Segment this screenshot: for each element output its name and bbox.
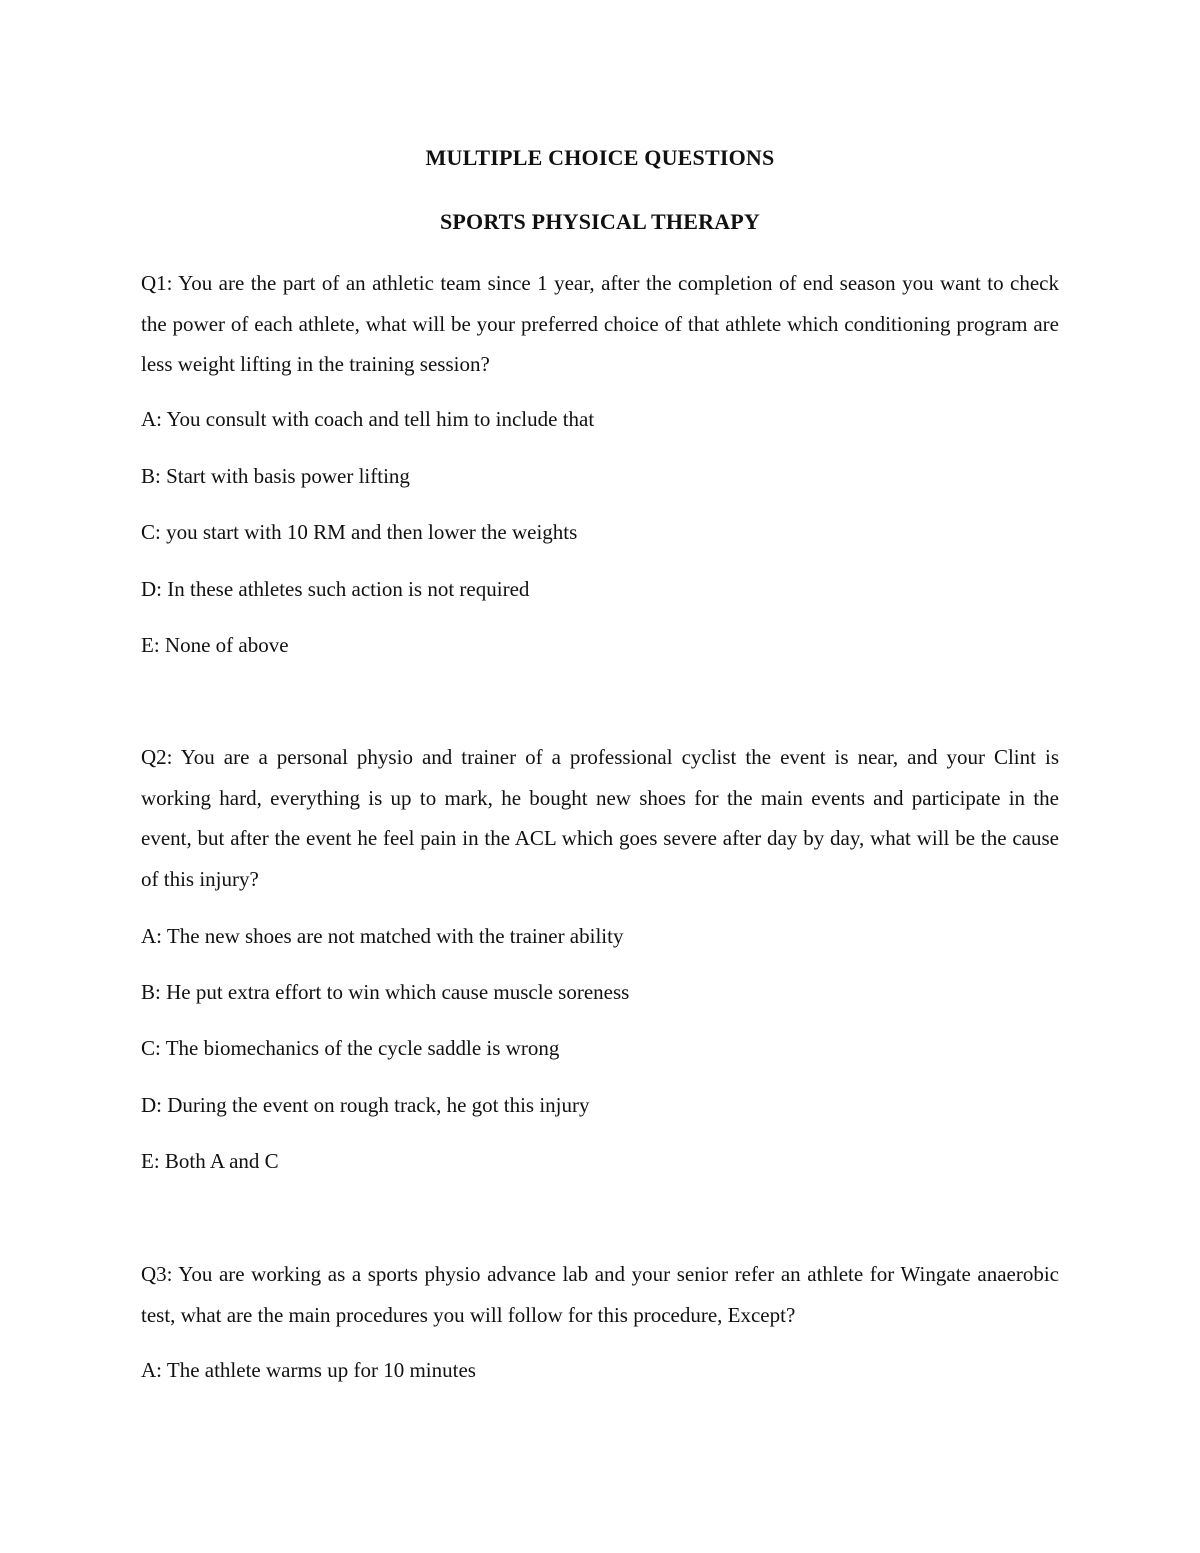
question-1-option-c: C: you start with 10 RM and then lower the weights — [141, 520, 578, 544]
document-subtitle: SPORTS PHYSICAL THERAPY — [439, 209, 761, 234]
question-2-option-d: D: During the event on rough track, he got this injury — [141, 1093, 590, 1117]
question-1-option-d: D: In these athletes such action is not required — [141, 577, 530, 601]
document-title: MULTIPLE CHOICE QUESTIONS — [425, 145, 775, 170]
question-1-option-e: E: None of above — [141, 633, 289, 657]
question-2-option-e: E: Both A and C — [141, 1149, 279, 1173]
question-3-text: Q3: You are working as a sports physio advance lab and your senior refer an athlete for Wingate anaerobic test, what are the main procedures you will follow for this procedure, Except? — [141, 1262, 1059, 1327]
question-1-text: Q1: You are the part of an athletic team since 1 year, after the completion of end season you want to check the power of each athlete, what will be your preferred choice of that athlete which conditioning program are less weight lifting in the training session? — [141, 271, 1059, 376]
question-1-option-b: B: Start with basis power lifting — [141, 464, 410, 488]
question-2-option-a: A: The new shoes are not matched with the trainer ability — [141, 924, 624, 948]
question-3-option-a: A: The athlete warms up for 10 minutes — [141, 1358, 476, 1382]
question-2-text: Q2: You are a personal physio and trainer of a professional cyclist the event is near, and your Clint is working hard, everything is up to mark, he bought new shoes for the main events and participate in the event, but after the event he feel pain in the ACL which goes severe after day by day, what will be the cause of this injury? — [141, 745, 1059, 891]
question-2-option-c: C: The biomechanics of the cycle saddle is wrong — [141, 1036, 560, 1060]
question-1-option-a: A: You consult with coach and tell him to include that — [141, 407, 595, 431]
question-2-option-b: B: He put extra effort to win which cause muscle soreness — [141, 980, 630, 1004]
